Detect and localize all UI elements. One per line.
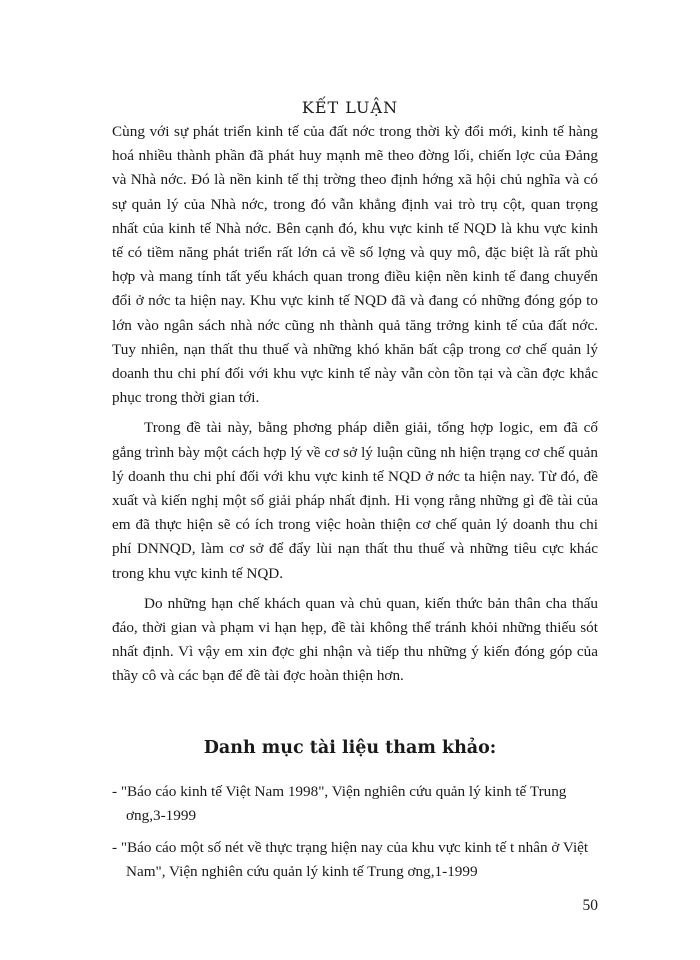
page-title: KẾT LUẬN [301, 98, 399, 117]
references-heading: Danh mục tài liệu tham khảo: [203, 738, 497, 758]
paragraph: Trong đề tài này, bằng phơng pháp diễn giải, tổng hợp logic, em đã cố gắng trình bày một cách hợp lý về cơ sở lý luận cũng nh hiện trạng cơ chế quản lý doanh thu chi phí đối với khu vực kinh tế NQD ở nớc ta hiện nay. Từ đó, đề xuất và kiến nghị một số giải pháp nhất định. Hi vọng rằng những gì đề tài của em đã thực hiện sẽ có ích trong việc hoàn thiện cơ chế quản lý doanh thu chi phí DNNQD, làm cơ sở để đẩy lùi nạn thất thu thuế và những tiêu cực khác trong khu vực kinh tế NQD. [112, 419, 598, 582]
references-list [112, 780, 598, 892]
conclusion-body [112, 120, 598, 695]
page-number: 50 [582, 897, 598, 914]
paragraph: Cùng với sự phát triển kinh tế của đất nớc trong thời kỳ đổi mới, kinh tế hàng hoá nhiều thành phần đã phát huy mạnh mẽ theo đờng lối, chiến lợc của Đảng và Nhà nớc. Đó là nền kinh tế thị trờng theo định hớng xã hội chủ nghĩa và có sự quản lý của Nhà nớc, trong đó vẫn khẳng định vai trò trụ cột, quan trọng nhất của kinh tế Nhà nớc. Bên cạnh đó, khu vực kinh tế NQD là khu vực kinh tế có tiềm năng phát triển rất lớn cả về số lợng và quy mô, đặc biệt là rất phù hợp và mang tính tất yếu khách quan trong điều kiện nền kinh tế đang chuyển đổi ở nớc ta hiện nay. Khu vực kinh tế NQD đã và đang có những đóng góp to lớn vào ngân sách nhà nớc cũng nh thành quả tăng trởng kinh tế của đất nớc. Tuy nhiên, nạn thất thu thuế và những khó khăn bất cập trong cơ chế quản lý doanh thu chi phí đối với khu vực kinh tế này vẫn còn tồn tại và cần đợc khắc phục trong thời gian tới. [112, 123, 598, 407]
paragraph: Do những hạn chế khách quan và chủ quan, kiến thức bản thân cha thấu đáo, thời gian và phạm vi hạn hẹp, đề tài không thể tránh khỏi những thiếu sót nhất định. Vì vậy em xin đợc ghi nhận và tiếp thu những ý kiến đóng góp của thầy cô và các bạn để đề tài đợc hoàn thiện hơn. [112, 594, 598, 685]
reference-item: - "Báo cáo kinh tế Việt Nam 1998", Viện nghiên cứu quản lý kinh tế Trung ơng,3-1999 [112, 783, 567, 824]
reference-item: - "Báo cáo một số nét về thực trạng hiện nay của khu vực kinh tế t nhân ở Việt Nam", Viện nghiên cứu quản lý kinh tế Trung ơng,1-1999 [112, 839, 589, 880]
